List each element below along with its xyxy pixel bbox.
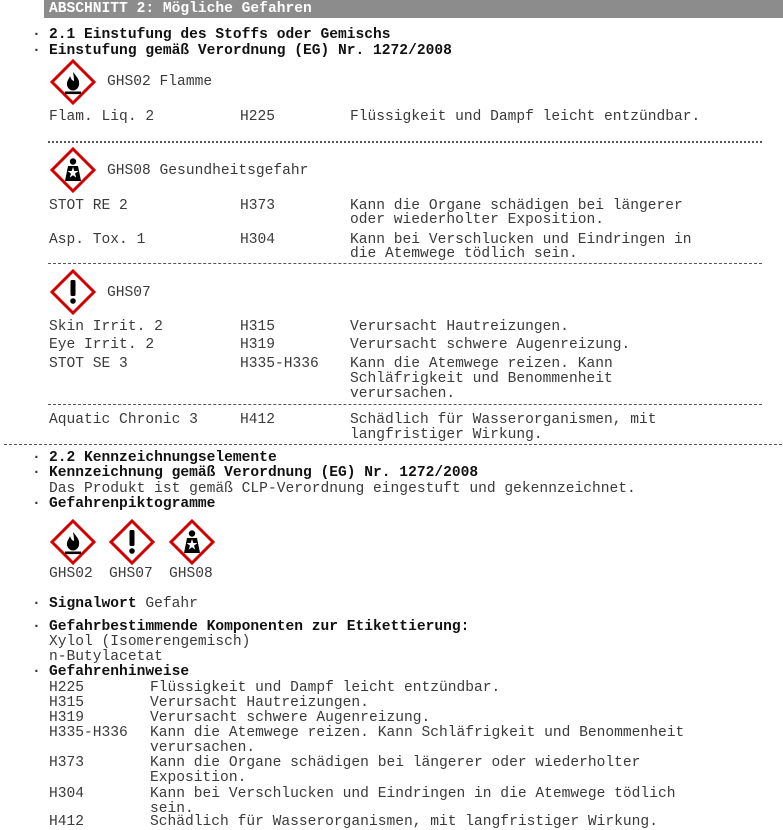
bullet: · bbox=[32, 465, 41, 481]
labelling-note: Das Produkt ist gemäß CLP-Verordnung eingestuft und gekennzeichnet. bbox=[49, 481, 636, 497]
exclamation-icon bbox=[109, 519, 155, 565]
hazard-text: Kann die Atemwege reizen. Kann bbox=[350, 356, 613, 372]
hazard-statement-text: Kann die Organe schädigen bei längerer oder wiederholter bbox=[150, 755, 641, 771]
pictogram-label: GHS02 Flamme bbox=[107, 74, 213, 90]
hazard-code: H225 bbox=[240, 109, 276, 125]
hazard-statement-code: H373 bbox=[49, 755, 85, 771]
components-heading: Gefahrbestimmende Komponenten zur Etikettierung: bbox=[49, 619, 470, 635]
hazard-text: Verursacht schwere Augenreizung. bbox=[350, 337, 631, 353]
hazard-statement-code: H304 bbox=[49, 786, 85, 802]
divider bbox=[48, 404, 762, 405]
hazard-text: langfristiger Wirkung. bbox=[350, 427, 543, 443]
hazard-code: H304 bbox=[240, 232, 276, 248]
hazard-text: verursachen. bbox=[350, 386, 456, 402]
classification-heading: Einstufung gemäß Verordnung (EG) Nr. 1272/2008 bbox=[49, 43, 452, 59]
hazard-text: Kann bei Verschlucken und Eindringen in bbox=[350, 232, 692, 248]
pictogram-label: GHS08 Gesundheitsgefahr bbox=[107, 163, 309, 179]
pictogram-label: GHS07 bbox=[109, 566, 153, 582]
signal-word-value: Gefahr bbox=[145, 596, 198, 612]
bullet: · bbox=[32, 664, 41, 680]
section-header: ABSCHNITT 2: Mögliche Gefahren bbox=[44, 0, 783, 18]
hazard-statement-text: Kann die Atemwege reizen. Kann Schläfrigkeit und Benommenheit bbox=[150, 725, 685, 741]
bullet: · bbox=[32, 43, 41, 59]
hazard-text: Schädlich für Wasserorganismen, mit bbox=[350, 412, 657, 428]
hazard-text: oder wiederholter Exposition. bbox=[350, 212, 604, 228]
flame-icon bbox=[50, 519, 96, 565]
health-hazard-icon bbox=[169, 519, 215, 565]
exclamation-icon bbox=[50, 269, 96, 315]
bullet: · bbox=[32, 596, 41, 612]
hazard-statement-code: H319 bbox=[49, 710, 85, 726]
bullet: · bbox=[32, 450, 41, 466]
hazard-text: die Atemwege tödlich sein. bbox=[350, 246, 578, 262]
hazard-statement-text: Verursacht schwere Augenreizung. bbox=[150, 710, 431, 726]
hazard-statement-text: Exposition. bbox=[150, 770, 247, 786]
section-divider bbox=[4, 444, 782, 445]
bullet: · bbox=[32, 27, 41, 43]
hazard-text: Flüssigkeit und Dampf leicht entzündbar. bbox=[350, 109, 701, 125]
health-hazard-icon bbox=[50, 147, 96, 193]
hazard-statement-code: H412 bbox=[49, 814, 85, 830]
hazard-statement-text: Kann bei Verschlucken und Eindringen in die Atemwege tödlich bbox=[150, 786, 676, 802]
bullet: · bbox=[32, 619, 41, 635]
hazard-statements-heading: Gefahrenhinweise bbox=[49, 664, 190, 680]
hazard-class: Flam. Liq. 2 bbox=[49, 109, 155, 125]
hazard-class: STOT RE 2 bbox=[49, 198, 128, 214]
hazard-text: Kann die Organe schädigen bei längerer bbox=[350, 198, 683, 214]
hazard-code: H319 bbox=[240, 337, 276, 353]
hazard-statement-text: Verursacht Hautreizungen. bbox=[150, 695, 369, 711]
bullet: · bbox=[32, 496, 41, 512]
pictogram-label: GHS02 bbox=[49, 566, 93, 582]
flame-icon bbox=[50, 59, 96, 105]
divider bbox=[48, 263, 762, 264]
pictograms-heading: Gefahrenpiktogramme bbox=[49, 496, 216, 512]
hazard-statement-code: H315 bbox=[49, 695, 85, 711]
pictogram-label: GHS08 bbox=[169, 566, 213, 582]
hazard-statement-text: Schädlich für Wasserorganismen, mit langfristiger Wirkung. bbox=[150, 814, 658, 830]
hazard-class: Eye Irrit. 2 bbox=[49, 337, 155, 353]
labelling-heading: Kennzeichnung gemäß Verordnung (EG) Nr. 1272/2008 bbox=[49, 465, 479, 481]
pictogram-label: GHS07 bbox=[107, 285, 151, 301]
hazard-statement-text: Flüssigkeit und Dampf leicht entzündbar. bbox=[150, 680, 501, 696]
section-2-1-heading: 2.1 Einstufung des Stoffs oder Gemischs bbox=[49, 27, 391, 43]
hazard-statement-code: H225 bbox=[49, 680, 85, 696]
component-item: n-Butylacetat bbox=[49, 649, 163, 665]
divider bbox=[48, 141, 762, 143]
hazard-code: H315 bbox=[240, 319, 276, 335]
hazard-class: Aquatic Chronic 3 bbox=[49, 412, 198, 428]
hazard-code: H335-H336 bbox=[240, 356, 319, 372]
signal-word bbox=[49, 597, 198, 611]
hazard-code: H412 bbox=[240, 412, 276, 428]
hazard-class: Asp. Tox. 1 bbox=[49, 232, 146, 248]
signal-word-label: Signalwort bbox=[49, 596, 137, 612]
hazard-class: Skin Irrit. 2 bbox=[49, 319, 163, 335]
hazard-code: H373 bbox=[240, 198, 276, 214]
hazard-text: Verursacht Hautreizungen. bbox=[350, 319, 569, 335]
hazard-statement-text: sein. bbox=[150, 801, 194, 817]
hazard-text: Schläfrigkeit und Benommenheit bbox=[350, 371, 613, 387]
hazard-statement-text: verursachen. bbox=[150, 740, 256, 756]
hazard-class: STOT SE 3 bbox=[49, 356, 128, 372]
component-item: Xylol (Isomerengemisch) bbox=[49, 634, 251, 650]
hazard-statement-code: H335-H336 bbox=[49, 725, 128, 741]
section-2-2-heading: 2.2 Kennzeichnungselemente bbox=[49, 450, 277, 466]
